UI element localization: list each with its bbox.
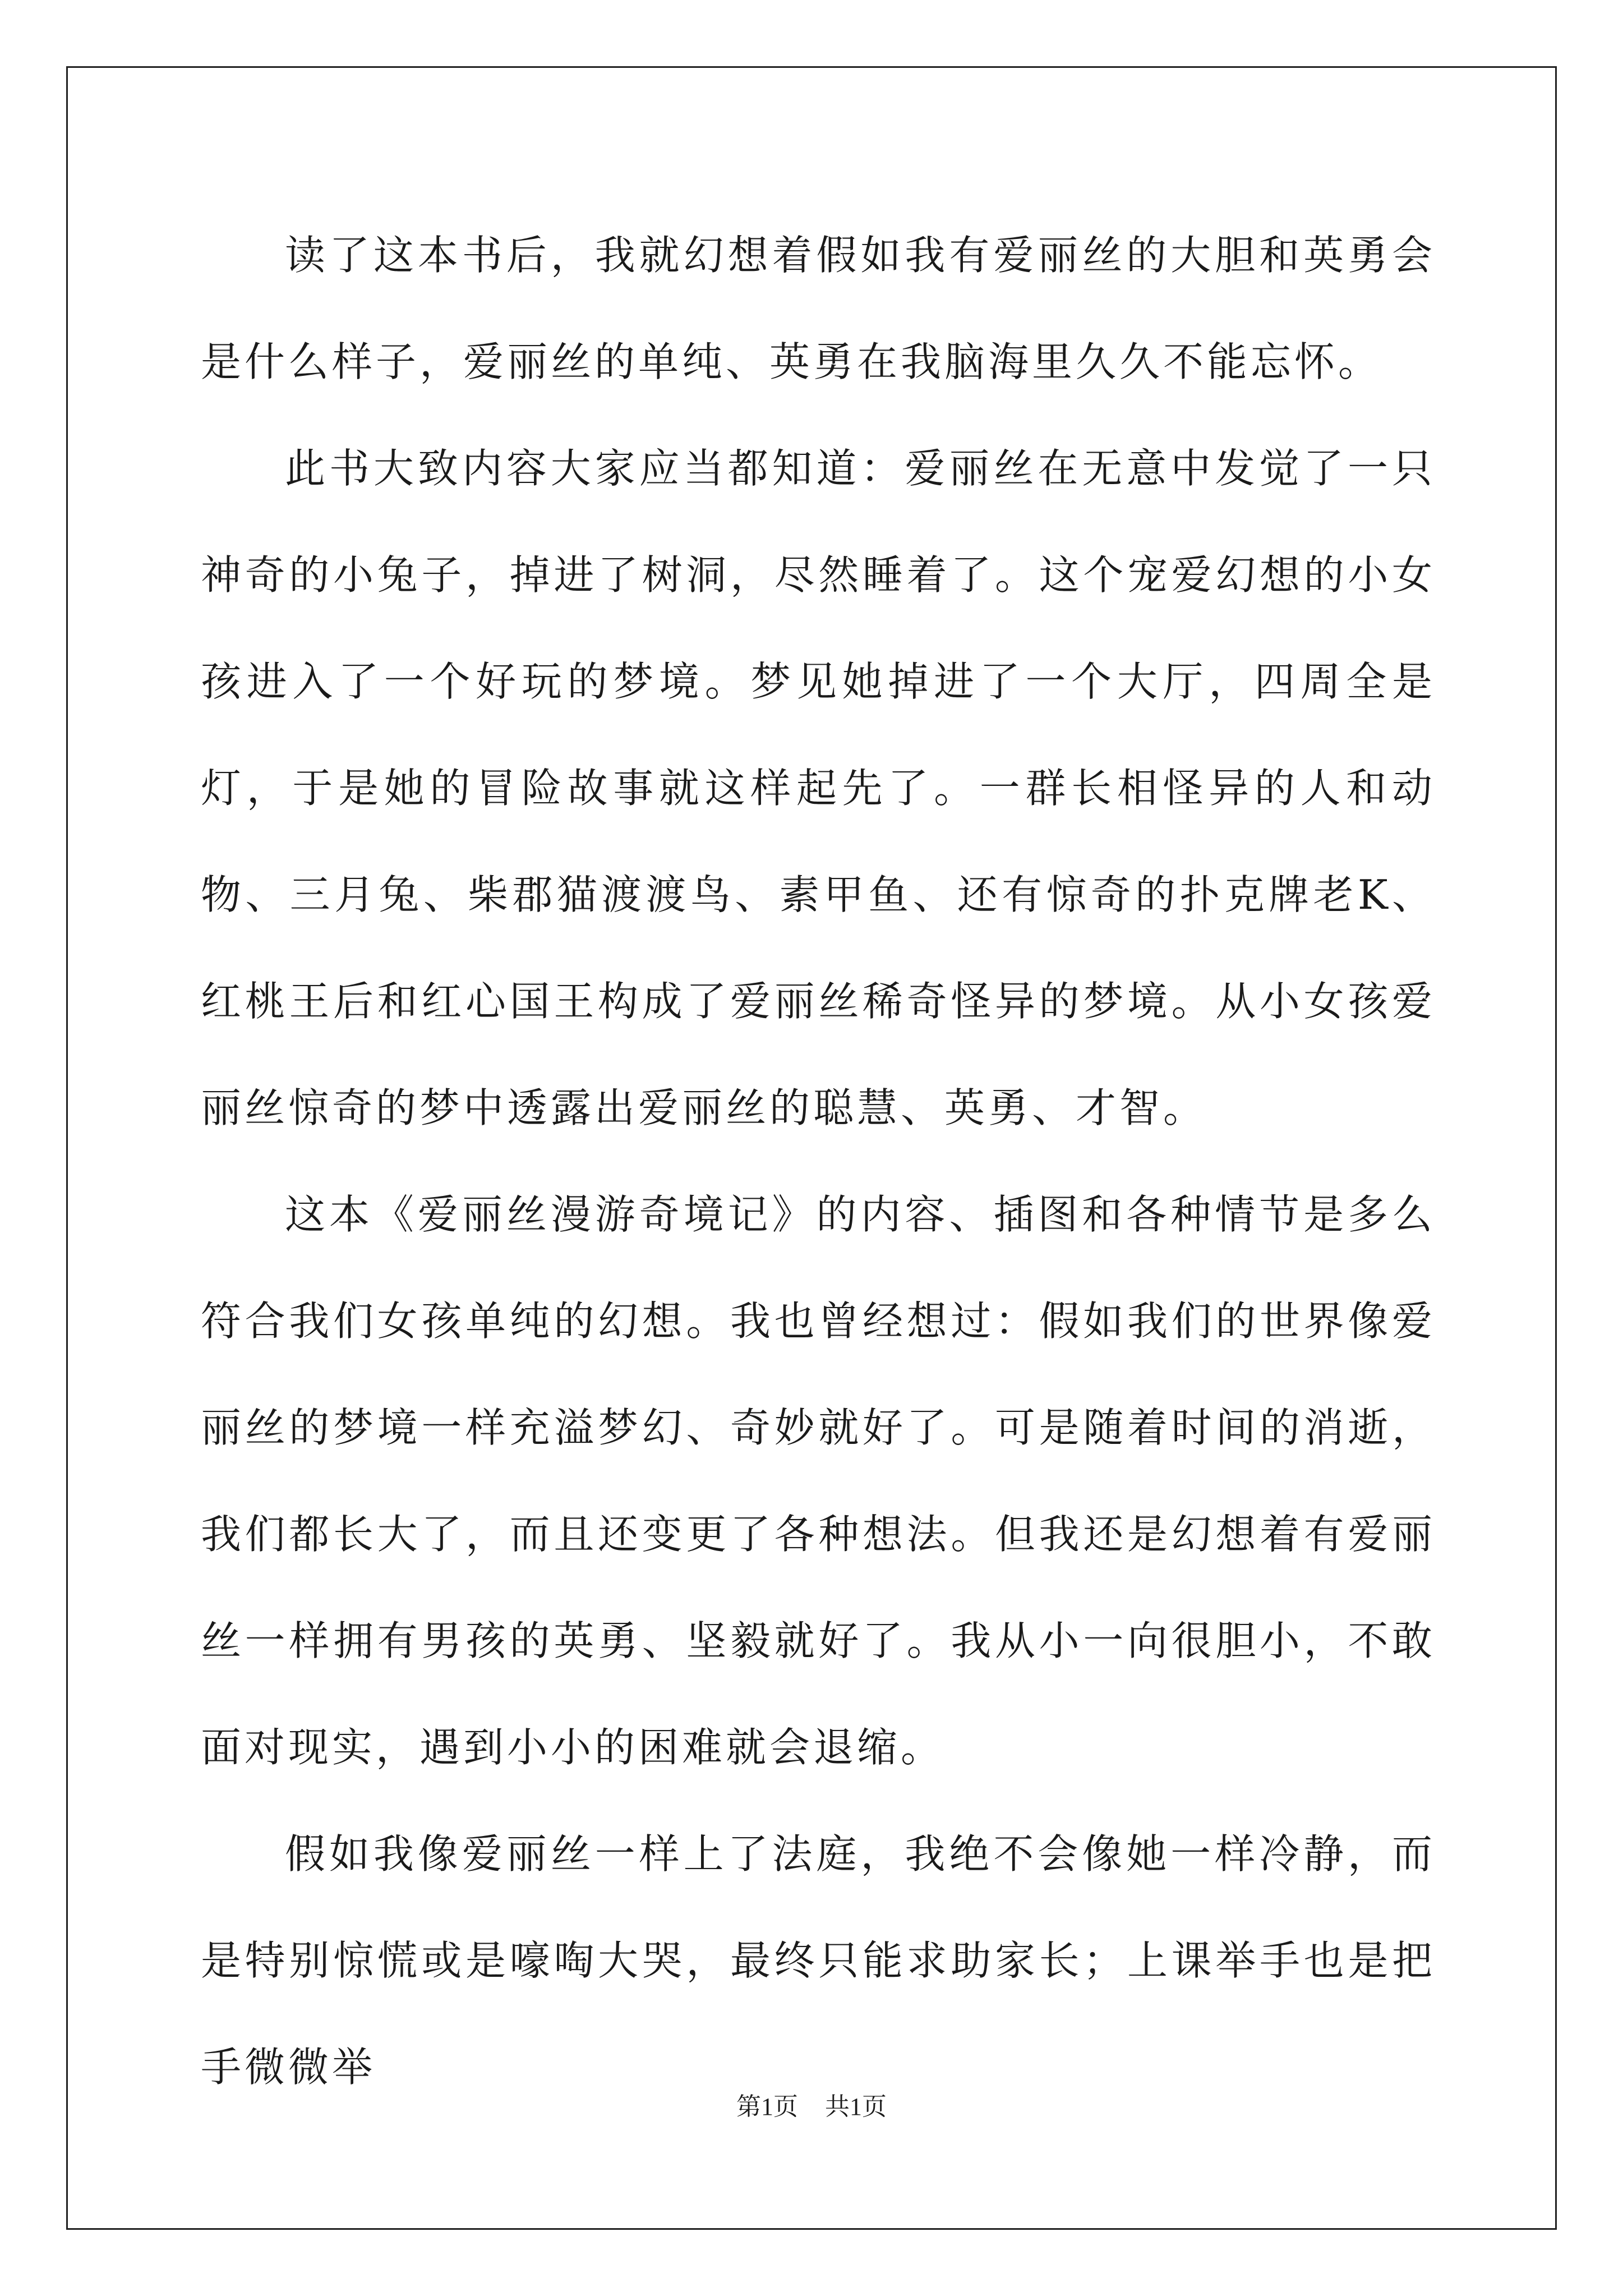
page-number-total: 共1页 [825,2093,887,2120]
paragraph-4: 假如我像爱丽丝一样上了法庭，我绝不会像她一样冷静，而是特别惊慌或是嚎啕大哭，最终只能求助家长；上课举手也是把手微微举 [201,1830,1436,2091]
page-footer [0,2090,1623,2124]
paragraph-3: 这本《爱丽丝漫游奇境记》的内容、插图和各种情节是多么符合我们女孩单纯的幻想。我也曾经想过：假如我们的世界像爱丽丝的梦境一样充溢梦幻、奇妙就好了。可是随着时间的消逝，我们都长大了，而且还变更了各种想法。但我还是幻想着有爱丽丝一样拥有男孩的英勇、坚毅就好了。我从小一向很胆小，不敢面对现实，遇到小小的困难就会退缩。 [201,1191,1436,1771]
paragraph-2: 此书大致内容大家应当都知道：爱丽丝在无意中发觉了一只神奇的小兔子，掉进了树洞，尽然睡着了。这个宠爱幻想的小女孩进入了一个好玩的梦境。梦见她掉进了一个大厅，四周全是灯，于是她的冒险故事就这样起先了。一群长相怪异的人和动物、三月兔、柴郡猫渡渡鸟、素甲鱼、还有惊奇的扑克牌老K、红桃王后和红心国王构成了爱丽丝稀奇怪异的梦境。从小女孩爱丽丝惊奇的梦中透露出爱丽丝的聪慧、英勇、才智。 [201,445,1436,1131]
paragraph-1: 读了这本书后，我就幻想着假如我有爱丽丝的大胆和英勇会是什么样子，爱丽丝的单纯、英勇在我脑海里久久不能忘怀。 [201,232,1436,385]
page-number-current: 第1页 [736,2093,798,2120]
document-body [201,202,1436,2120]
